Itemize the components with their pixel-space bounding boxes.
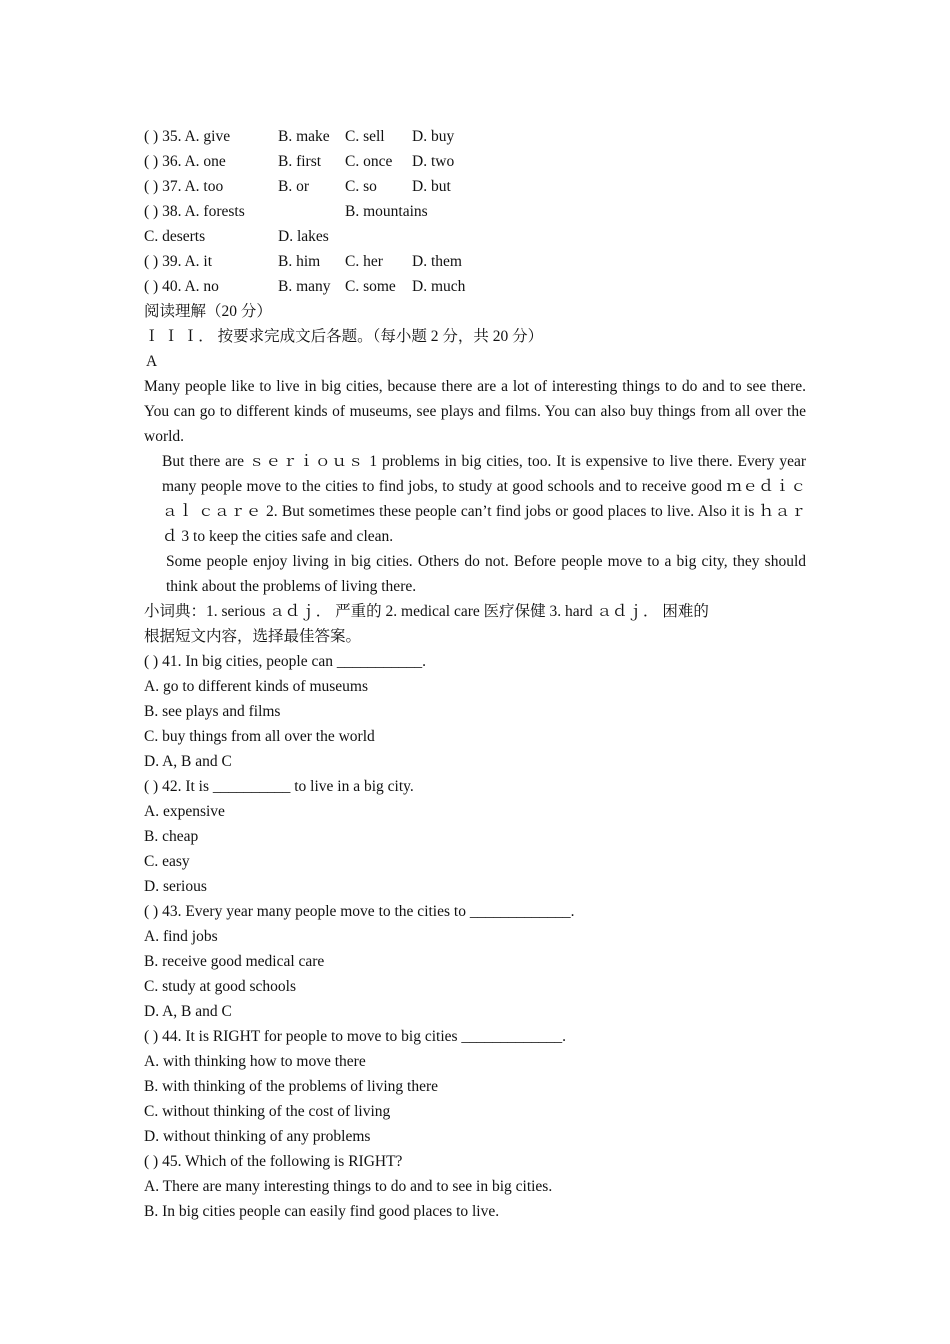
answer-option: D. without thinking of any problems <box>144 1128 371 1145</box>
answer-option: A. find jobs <box>144 928 218 945</box>
question-43 <box>144 899 806 1024</box>
option-row-37 <box>144 174 806 199</box>
question-45 <box>144 1149 806 1224</box>
option-c: C. sell <box>345 128 385 145</box>
option-c: C. deserts <box>144 228 206 245</box>
p2-part-b: 1 problems in big cities, too. It is expensive to live there. Every year many people move to the cities to find jobs, to study at good schools and to receive good <box>162 453 807 495</box>
option-row-39 <box>144 249 806 274</box>
answer-option: C. without thinking of the cost of living <box>144 1103 391 1120</box>
option-row-35 <box>144 124 806 149</box>
passage-paragraph-2 <box>144 449 806 549</box>
section-instruction: Ｉ Ｉ Ｉ． 按要求完成文后各题。（每小题 2 分，共 20 分） <box>144 328 544 345</box>
section-title: 阅读理解（20 分） <box>144 303 272 320</box>
answer-option: A. There are many interesting things to do and to see in big cities. <box>144 1178 553 1195</box>
option-c: C. some <box>345 278 396 295</box>
option-d: D. much <box>412 278 466 295</box>
option-d: D. two <box>412 153 455 170</box>
answer-option: C. buy things from all over the world <box>144 728 375 745</box>
option-d: D. but <box>412 178 451 195</box>
option-a: ( ) 35. A. give <box>144 128 231 145</box>
answer-option: A. go to different kinds of museums <box>144 678 369 695</box>
question-41 <box>144 649 806 774</box>
answer-option: A. expensive <box>144 803 225 820</box>
option-row-38-cont <box>144 224 806 249</box>
option-d: D. them <box>412 253 462 270</box>
option-a: ( ) 36. A. one <box>144 153 226 170</box>
option-b: B. or <box>278 178 309 195</box>
option-b: B. first <box>278 153 322 170</box>
instruction: 根据短文内容，选择最佳答案。 <box>144 628 362 645</box>
question-42 <box>144 774 806 899</box>
question-44 <box>144 1024 806 1149</box>
option-b: B. mountains <box>345 203 428 220</box>
option-a: ( ) 39. A. it <box>144 253 213 270</box>
option-b: B. him <box>278 253 321 270</box>
p2-part-c: 2. But sometimes these people can’t find jobs or good places to live. Also it is <box>266 503 755 520</box>
p2-part-d: 3 to keep the cities safe and clean. <box>181 528 394 545</box>
answer-option: D. A, B and C <box>144 1003 232 1020</box>
passage-paragraph-3: Some people enjoy living in big cities. Others do not. Before people move to a big city, they should think about the problems of living there. <box>166 553 806 595</box>
answer-option: A. with thinking how to move there <box>144 1053 366 1070</box>
option-c: C. her <box>345 253 383 270</box>
answer-option: B. receive good medical care <box>144 953 325 970</box>
option-row-40 <box>144 274 806 299</box>
question-stem: ( ) 44. It is RIGHT for people to move to big cities _____________. <box>144 1028 567 1045</box>
glossary: 小词典：1. serious ａｄｊ． 严重的 2. medical care 医疗保健 3. hard ａｄｊ． 困难的 <box>144 603 709 620</box>
answer-option: C. study at good schools <box>144 978 296 995</box>
answer-option: D. A, B and C <box>144 753 232 770</box>
option-a: ( ) 40. A. no <box>144 278 219 295</box>
passage-paragraph-1: Many people like to live in big cities, because there are a lot of interesting things to do and to see there. You can go to different kinds of museums, see plays and films. You can also buy things from all over the world. <box>144 378 806 445</box>
option-row-38 <box>144 199 806 224</box>
option-row-36 <box>144 149 806 174</box>
passage-label: A <box>146 353 158 370</box>
question-stem: ( ) 43. Every year many people move to the cities to _____________. <box>144 903 575 920</box>
option-a: ( ) 37. A. too <box>144 178 224 195</box>
answer-option: D. serious <box>144 878 207 895</box>
question-stem: ( ) 41. In big cities, people can ___________. <box>144 653 426 670</box>
option-d: D. buy <box>412 128 455 145</box>
answer-option: B. cheap <box>144 828 199 845</box>
option-b: B. make <box>278 128 330 145</box>
answer-option: B. see plays and films <box>144 703 281 720</box>
glossed-word-hard: ｈａｒｄ <box>162 503 806 545</box>
answer-option: B. with thinking of the problems of living there <box>144 1078 439 1095</box>
p2-part-a: But there are <box>162 453 245 470</box>
document-page <box>144 124 806 1224</box>
option-c: C. once <box>345 153 393 170</box>
option-a: ( ) 38. A. forests <box>144 203 245 220</box>
answer-option: C. easy <box>144 853 190 870</box>
question-stem: ( ) 42. It is __________ to live in a big city. <box>144 778 414 795</box>
glossed-word-medical-care: ｍｅｄｉｃａｌ ｃａｒｅ <box>162 478 806 520</box>
option-b: B. many <box>278 278 331 295</box>
option-c: C. so <box>345 178 377 195</box>
question-stem: ( ) 45. Which of the following is RIGHT? <box>144 1153 403 1170</box>
glossed-word-serious: ｓｅｒｉｏｕｓ <box>248 453 365 470</box>
answer-option: B. In big cities people can easily find good places to live. <box>144 1203 500 1220</box>
option-d: D. lakes <box>278 228 329 245</box>
